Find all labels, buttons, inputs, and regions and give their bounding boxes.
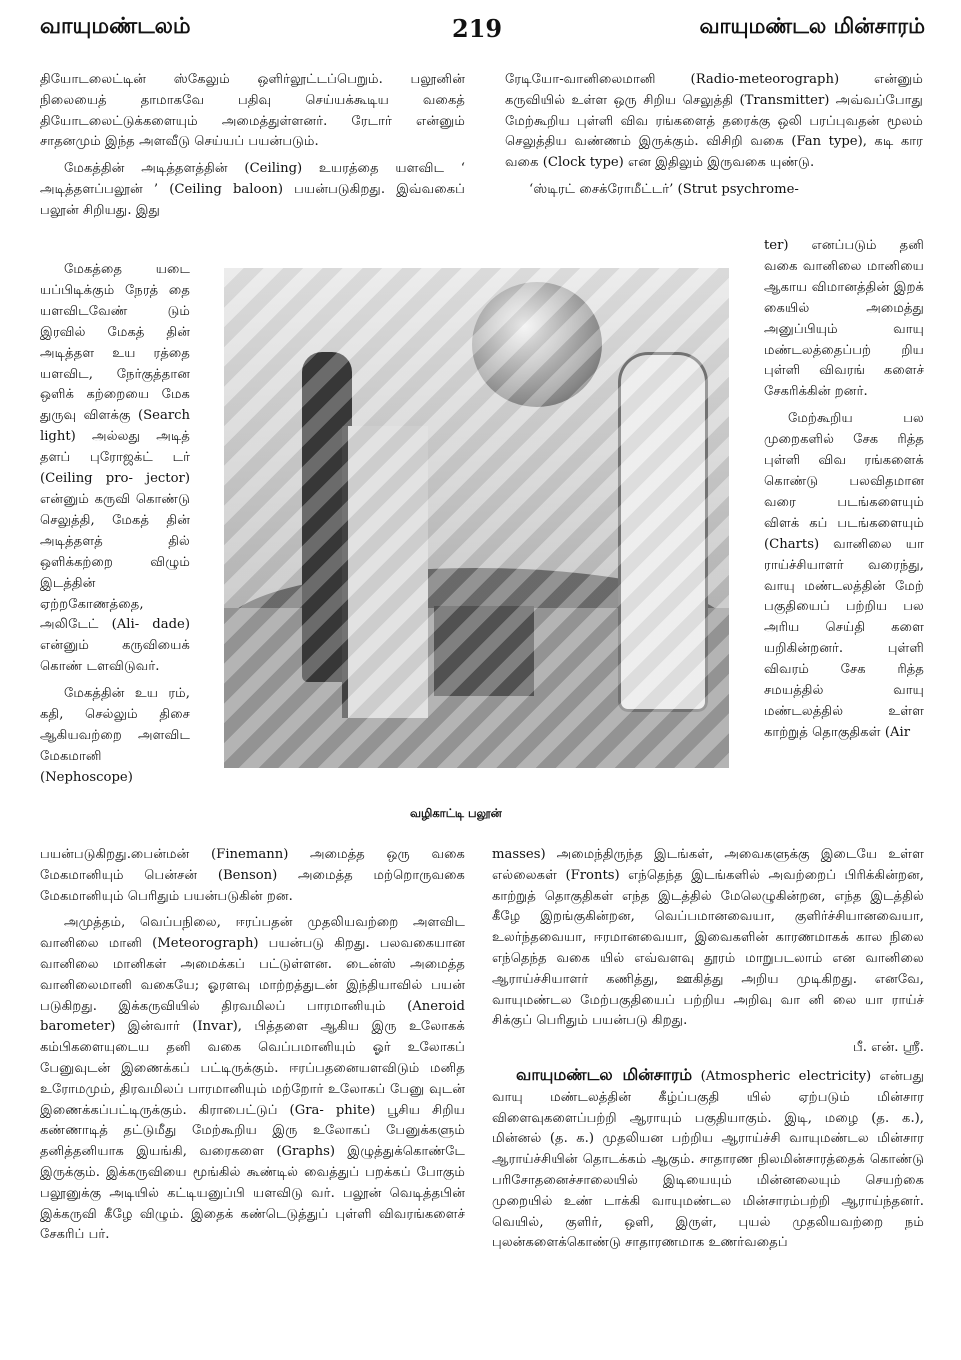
figure-caption: வழிகாட்டி பலூன் (410, 806, 502, 820)
right-narrow-column (764, 236, 924, 750)
running-header-left: வாயுமண்டலம் (40, 14, 191, 39)
running-header-right: வாயுமண்டல மின்சாரம் (699, 14, 925, 38)
paragraph: masses) அமைந்திருந்த இடங்கள், அவைகளுக்கு இடையே உள்ள எல்லைகள் (Fronts) எந்தெந்த இடங்களில் அவற்றைப் பிரிக்கின்றன, காற்றுத் தொகுதிகள் எந்த இடத்தில் மேலெழுகின்றன, எந்த இடத்தில் கீழே இறங்குகின்றன, வெப்பமானவையா, குளிர்ச்சியானவையா, உலர்ந்தவையா, ஈரமானவையா, இவைகளின் காரணமாகக் கால நிலை எந்தெந்த வகை யில் எவ்வளவு தூரம் மாறுபடலாம் என வானிலை ஆராய்ச்சியாளர் கணித்து, ஊகித்து அறிய முடிகிறது. எனவே, வாயுமண்டல மேற்பகுதியைப் பற்றிய அறிவு வா னி லை யா ராய்ச் சிக்குப் பெரிதும் பயன்படு கிறது. (492, 847, 924, 1029)
left-column-bottom (40, 845, 465, 1252)
paragraph: மேகத்தின் உய ரம், கதி, செல்லும் திசை ஆகியவற்றை அளவிட மேகமானி (Nephoscope) (40, 686, 190, 785)
paragraph: மேற்கூறிய பல முறைகளில் சேக ரித்த புள்ளி விவ ரங்களைக் கொண்டு பலவிதமான வரை படங்களையும் விளக் கப் படங்களையும் (Charts) வானிலை யா ராய்ச்சியாளர் வரைந்து, வாயு மண்டலத்தின் மேற் பகுதியைப் பற்றிய பல அரிய செய்தி களை யறிகின்றனர். புள்ளி விவரம் சேக ரித்த சமயத்தில் வாயு மண்டலத்தில் உள்ள காற்றுத் தொகுதிகள் (Air (764, 411, 924, 740)
page-number: 219 (452, 14, 503, 43)
paragraph: மேகத்தை யடை யப்பிடிக்கும் நேரத் தை யளவிடவேண் டும் இரவில் மேகத் தின் அடித்தள உய ரத்தை யளவிட, நேர்குத்தான ஒளிக் கற்றையை மேக துருவு விளக்கு (Search light) அல்லது அடித் தளப் புரோஜக்ட் டர் (Ceiling pro- jector) என்னும் கருவி கொண்டு செலுத்தி, மேகத் தின் அடித்தளத் தில் ஒளிக்கற்றை விழும் இடத்தின் ஏற்றகோணத்தை, அலிடேட் (Ali- dade) என்னும் கருவியைக் கொண் டளவிடுவர். (40, 262, 190, 675)
paragraph: ‘ஸ்டிரட் சைக்ரோமீட்டர்’ (Strut psychrome- (529, 181, 799, 197)
author-initials: பீ. என். ஸ்ரீ. (852, 1040, 924, 1056)
left-column-top (40, 70, 465, 228)
entry-heading: வாயுமண்டல மின்சாரம் (516, 1064, 693, 1084)
paragraph: மேகத்தின் அடித்தளத்தின் (Ceiling) உயரத்தை யளவிட ‘ அடித்தளப்பலூன் ’ (Ceiling baloon) பயன்படுகிறது. இவ்வகைப் பலூன் சிறியது. இது (40, 161, 465, 218)
paragraph: தியோடலைட்டின் ஸ்கேலும் ஒளிர்லூட்டப்பெறும். பலூனின் நிலையைத் தாமாகவே பதிவு செய்யக்கூடிய வகைத் தியோடலைட்டுக்களையும் அமைத்துள்ளனர். ரேடார் என்னும் சாதனமும் இந்த அளவீடு செய்யப் பயன்படும். (40, 72, 465, 150)
paragraph: ter) எனப்படும் தனி வகை வானிலை மானியை ஆகாய விமானத்தின் இறக் கையில் அமைத்து அனுப்பியும் வாயு மண்டலத்தைப்பற் றிய புள்ளி விவரங் களைச் சேகரிக்கின் றனர். (764, 238, 924, 400)
left-narrow-column (40, 260, 190, 795)
right-column-top (505, 70, 923, 207)
guide-balloon-photo (224, 268, 729, 768)
paragraph: அமுத்தம், வெப்பநிலை, ஈரப்பதன் முதலியவற்றை அளவிட வானிலை மானி (Meteorograph) பயன்படு கிறது. பலவகையான வானிலை மானிகள் அமைக்கப் பட்டுள்ளன. டைன்ஸ் அமைத்த வானிலைமானி வகையே; ஓரளவு மாற்றத்துடன் இந்தியாவில் பயன் படுகிறது. இக்கருவியில் திரவமிலப் பாரமானியும் (Aneroid barometer) இன்வார் (Invar), பித்தளை ஆகிய இரு உலோகக் கம்பிகளையுடைய தனி வகை வெப்பமானியும் ஓர் உலோகப் பேனுவுடன் இணைக்கப் பட்டிருக்கும். ஈரப்பதனையளவிடும் மனித உரோமமும், திரவமிலப் பாரமானியும் மற்றோர் உலோகப் பேனு வுடன் இணைக்கப்பட்டிருக்கும். கிராபைட்டுப் (Gra- phite) பூசிய சிறிய கண்ணாடித் தட்டுமீது மேற்கூறிய இரு உலோகப் பேனுக்களும் தனித்தனியாக இயங்கி, வரைகளை (Graphs) இழுத்துக்கொண்டே இருக்கும். இக்கருவியை மூங்கில் கூண்டில் வைத்துப் பறக்கப் போகும் பலூனுக்கு அடியில் கட்டியனுப்பி யளவிடு வர். பலூன் வெடித்தபின் இக்கருவி கீழே விழும். இதைக் கண்டெடுத்துப் புள்ளி விவரங்களைச் சேகரிப் பர். (40, 915, 465, 1243)
entry-paragraph (492, 1065, 924, 1254)
right-column-bottom (492, 845, 924, 1260)
paragraph: ரேடியோ-வானிலைமானி (Radio-meteorograph) என்னும் கருவியில் உள்ள ஒரு சிறிய செலுத்தி (Transmitter) அவ்வப்போது மேற்கூறிய புள்ளி விவ ரங்களைத் தரைக்கு ஒலி பரப்புவதன் மூலம் செலுத்திய வண்ணம் இருக்கும். விசிறி வகை (Fan type), கடி கார வகை (Clock type) என இதிலும் இருவகை யுண்டு. (505, 72, 923, 171)
paragraph: பயன்படுகிறது.பைன்மன் (Finemann) அமைத்த ஒரு வகை மேகமானியும் பென்சன் (Benson) அமைத்த மற்றொருவகை மேகமானியும் பெரிதும் பயன்படுகின் றன. (40, 847, 465, 904)
entry-text: (Atmospheric electricity) என்பது வாயு மண்டலத்தின் கீழ்ப்பகுதி யில் ஏற்படும் மின்சார விளைவுகளைப்பற்றி ஆராயும் பகுதியாகும். இடி, மழை (த. க.), மின்னல் (த. க.) முதலியன பற்றிய ஆராய்ச்சி வாயுமண்டல மின்சார ஆராய்ச்சியின் தொடக்கம் ஆகும். சாதாரண நிலமின்சாரத்தைக் கொண்டு பரிசோதனைச்சாலையில் இடியையும் மின்னலையும் செயற்கை முறையில் உண் டாக்கி வாயுமண்டல மின்சாரம்பற்றி ஆராய்ந்தனர். வெயில், குளிர், ஒளி, இருள், புயல் முதலியவற்றை நம் புலன்களைக்கொண்டு சாதாரணமாக உணர்வதைப் (492, 1068, 925, 1251)
halftone-pattern (224, 268, 729, 768)
